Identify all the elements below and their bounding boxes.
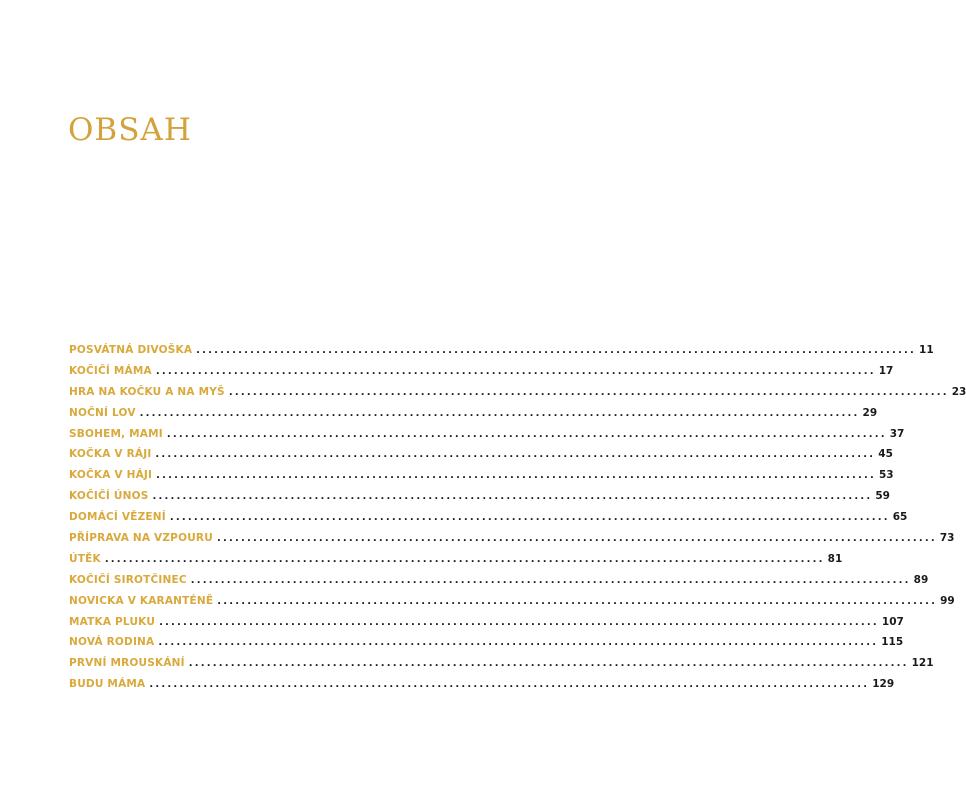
leader-dots: ........................................................................................................................: [155, 365, 876, 377]
toc-entry-title: SBOHEM, MAMI: [69, 427, 163, 440]
toc-entry-title: NOVÁ RODINA: [69, 636, 155, 649]
leader-dots: ........................................................................................................................: [139, 407, 860, 419]
toc-page-number: 23: [951, 385, 966, 398]
toc-entry-title: PRVNÍ MROUSKÁNÍ: [69, 657, 185, 670]
leader-dots: ........................................................................................................................: [158, 637, 879, 649]
toc-entry: [69, 678, 895, 699]
leader-dots: ........................................................................................................................: [156, 470, 876, 482]
toc-page-number: 89: [913, 573, 929, 586]
toc-page-number: 11: [919, 344, 934, 356]
toc-entry: [69, 657, 934, 678]
toc-entry: [69, 448, 893, 469]
leader-dots: ........................................................................................................................: [216, 533, 937, 545]
toc-entry-title: MATKA PLUKU: [69, 615, 156, 628]
leader-dots: ........................................................................................................................: [166, 428, 887, 440]
toc-page-number: 45: [878, 448, 893, 461]
toc-page-number: 121: [911, 657, 934, 670]
toc-entry-title: KOČIČÍ MÁMA: [69, 364, 152, 377]
toc-entry-title: BUDU MÁMA: [69, 678, 146, 691]
toc-entry: [69, 594, 955, 616]
toc-entry-title: KOČKA V RÁJI: [69, 448, 152, 461]
toc-entry: [69, 532, 955, 553]
toc-entry: [69, 636, 904, 657]
toc-entry: [69, 385, 966, 407]
toc-entry: [69, 552, 843, 574]
toc-page-number: 29: [862, 406, 878, 419]
toc-entry-title: HRA NA KOČKU A NA MYŠ: [69, 385, 225, 398]
toc-entry: [69, 573, 929, 595]
toc-entry-title: KOČIČÍ ÚNOS: [69, 490, 149, 503]
toc-entry-title: ÚTĚK: [69, 552, 101, 565]
toc-entry: [69, 364, 894, 386]
leader-dots: ........................................................................................................................: [104, 553, 825, 565]
leader-dots: ........................................................................................................................: [217, 595, 938, 607]
toc-entry-title: KOČIČÍ SIROTČINEC: [69, 573, 187, 586]
toc-entry: [69, 344, 934, 365]
leader-dots: ........................................................................................................................: [196, 345, 917, 356]
toc-entry-title: DOMÁCÍ VĚZENÍ: [69, 511, 166, 524]
toc-page-number: 129: [872, 678, 895, 691]
toc-entry-title: POSVÁTNÁ DIVOŠKA: [69, 344, 193, 356]
toc-page-number: 81: [827, 552, 843, 565]
leader-dots: ........................................................................................................................: [155, 449, 876, 461]
leader-dots: ........................................................................................................................: [152, 491, 873, 503]
toc-entry: [69, 511, 908, 532]
toc-page-number: 59: [875, 490, 890, 503]
leader-dots: ........................................................................................................................: [190, 574, 911, 586]
leader-dots: ........................................................................................................................: [149, 679, 870, 691]
toc-page-number: 17: [878, 364, 894, 377]
leader-dots: ........................................................................................................................: [188, 658, 909, 670]
toc-entry-title: PŘÍPRAVA NA VZPOURU: [69, 532, 213, 545]
leader-dots: ........................................................................................................................: [228, 386, 949, 398]
toc-entry: [69, 406, 878, 428]
toc-entry: [69, 615, 904, 637]
toc-page-number: 99: [940, 594, 955, 607]
toc-entry-title: NOČNÍ LOV: [69, 406, 136, 419]
toc-page-number: 73: [939, 532, 955, 545]
toc-page-number: 115: [881, 636, 904, 649]
page-title: OBSAH: [68, 112, 192, 148]
toc-entry-title: NOVICKA V KARANTÉNĚ: [69, 594, 214, 607]
toc-page-number: 65: [892, 511, 908, 524]
toc-entry: [69, 490, 890, 511]
toc-page-number: 107: [881, 615, 904, 628]
toc-entry: [69, 427, 905, 449]
leader-dots: ........................................................................................................................: [159, 616, 879, 628]
toc-page-number: 53: [878, 469, 894, 482]
table-of-contents: [69, 344, 966, 699]
toc-page-number: 37: [889, 427, 905, 440]
leader-dots: ........................................................................................................................: [169, 512, 890, 524]
toc-entry-title: KOČKA V HÁJI: [69, 469, 153, 482]
toc-entry: [69, 469, 894, 490]
